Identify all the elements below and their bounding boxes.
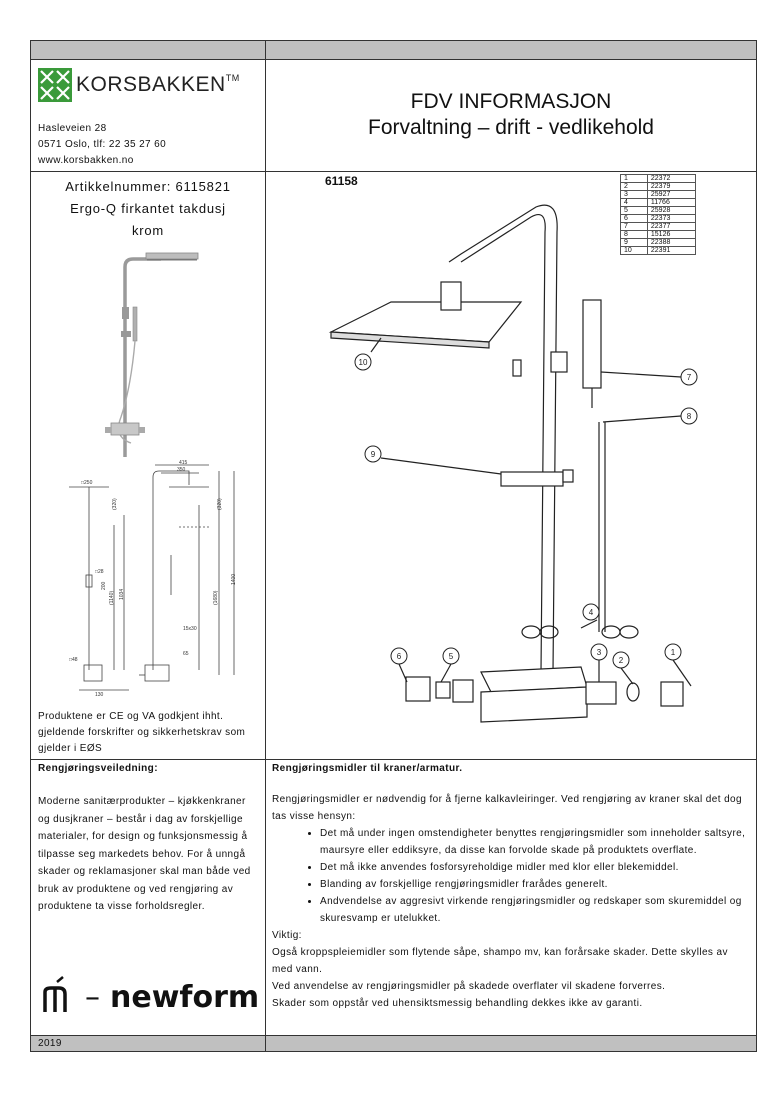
dim-250: □250 bbox=[81, 480, 93, 486]
page-title: FDV INFORMASJON bbox=[410, 90, 612, 113]
part-code: 22372 bbox=[647, 175, 695, 183]
part-number: 6 bbox=[621, 215, 648, 223]
exploded-diagram bbox=[321, 212, 741, 752]
part-code: 11766 bbox=[647, 199, 695, 207]
title-block bbox=[265, 59, 757, 172]
dim-1680: (1680) bbox=[213, 590, 219, 605]
parts-row bbox=[621, 199, 696, 207]
cleaning-agents-list bbox=[272, 825, 750, 927]
part-code: 15126 bbox=[647, 231, 695, 239]
company-block bbox=[30, 59, 266, 172]
top-bar-right bbox=[265, 40, 757, 60]
newform-name: newform bbox=[110, 979, 260, 1015]
cleaning-agents-block bbox=[265, 759, 757, 1036]
callout-7: 7 bbox=[686, 373, 692, 382]
cleaning-agent-bullet: • Andvendelse av aggresivt virkende rengjøringsmidler og redskaper som skuremiddel og skuresvamp er utelukket. bbox=[320, 893, 750, 927]
fdv-sheet bbox=[30, 40, 757, 1052]
part-number: 8 bbox=[621, 231, 648, 239]
company-address bbox=[38, 121, 166, 169]
dim-28: □28 bbox=[95, 569, 104, 575]
part-code: 22388 bbox=[647, 239, 695, 247]
important-text-3: Skader som oppstår ved uhensiktsmessig behandling dekkes ikke av garanti. bbox=[272, 998, 643, 1009]
callout-1: 1 bbox=[670, 648, 676, 657]
address-line: Hasleveien 28 bbox=[38, 123, 107, 134]
cleaning-guide-text: Moderne sanitærprodukter – kjøkkenkraner og dusjkraner – består i dag av forskjellige materialer, for design og funksjonsmessig å tilpasse seg markedets behov. For å unngå skader og reklamasjoner skal man både ved bruk av produktene og ved rengjøring av produktene ta visse forholdsregler. bbox=[38, 796, 251, 912]
part-number: 5 bbox=[621, 207, 648, 215]
part-code: 22379 bbox=[647, 183, 695, 191]
callout-6: 6 bbox=[396, 652, 402, 661]
parts-row bbox=[621, 183, 696, 191]
part-code: 25928 bbox=[647, 207, 695, 215]
shower-product-photo bbox=[91, 247, 201, 467]
dim-1140: (1140) bbox=[109, 590, 115, 605]
part-number: 2 bbox=[621, 183, 648, 191]
callout-10: 10 bbox=[358, 358, 368, 367]
important-label: Viktig: bbox=[272, 930, 302, 941]
korsbakken-logo-icon bbox=[38, 68, 72, 102]
dim-65: 65 bbox=[183, 651, 189, 657]
callout-5: 5 bbox=[448, 652, 454, 661]
important-text-2: Ved anvendelse av rengjøringsmidler på skadede overflater vil skadene forverres. bbox=[272, 981, 666, 992]
website-line: www.korsbakken.no bbox=[38, 155, 134, 166]
parts-row bbox=[621, 175, 696, 183]
top-bar-left bbox=[30, 40, 266, 60]
city-phone-line: 0571 Oslo, tlf: 22 35 27 60 bbox=[38, 139, 167, 150]
footer-year: 2019 bbox=[38, 1038, 62, 1049]
model-number: 61158 bbox=[325, 174, 358, 188]
cleaning-agent-bullet: • Blanding av forskjellige rengjøringsmidler frarådes generelt. bbox=[320, 876, 750, 893]
article-number: Artikkelnummer: 6115821 bbox=[65, 179, 231, 194]
newform-logo-icon bbox=[41, 978, 75, 1016]
part-code: 22377 bbox=[647, 223, 695, 231]
important-text-1: Også kroppspleiemidler som flytende såpe, shampo mv, kan forårsake skader. Dette skylles av med vann. bbox=[272, 947, 728, 975]
cleaning-agents-intro: Rengjøringsmidler er nødvendig for å fjerne kalkavleiringer. Ved rengjøring av kraner skal det dog tas visse hensyn: bbox=[272, 794, 742, 822]
part-number: 1 bbox=[621, 175, 648, 183]
dim-130: 130 bbox=[95, 692, 104, 698]
footer-left bbox=[30, 1035, 266, 1052]
newform-logo bbox=[41, 978, 259, 1016]
dim-320-right: (320) bbox=[217, 498, 223, 510]
footer-right bbox=[265, 1035, 757, 1052]
part-code: 22373 bbox=[647, 215, 695, 223]
part-code: 25927 bbox=[647, 191, 695, 199]
dim-320-left: (320) bbox=[112, 498, 118, 510]
part-number: 4 bbox=[621, 199, 648, 207]
callout-3: 3 bbox=[596, 648, 602, 657]
cleaning-guide-heading: Rengjøringsveiledning: bbox=[38, 763, 158, 774]
exploded-view-block bbox=[265, 171, 757, 760]
company-name: KORSBAKKEN™ bbox=[76, 73, 240, 96]
dim-415: 415 bbox=[179, 460, 188, 466]
callout-8: 8 bbox=[686, 412, 692, 421]
cleaning-agent-bullet: • Det må ikke anvendes fosforsyreholdige midler med klor eller blekemiddel. bbox=[320, 859, 750, 876]
dim-15x30: 15x30 bbox=[183, 626, 197, 632]
dim-200: 200 bbox=[101, 581, 107, 590]
ce-approval-text: Produktene er CE og VA godkjent ihht. gjeldende forskrifter og sikkerhetskrav som gjelder i EØS bbox=[38, 711, 246, 754]
dim-1034: 1034 bbox=[119, 588, 125, 600]
part-number: 9 bbox=[621, 239, 648, 247]
dim-48: □48 bbox=[69, 657, 78, 663]
callout-4: 4 bbox=[588, 608, 594, 617]
part-code: 22391 bbox=[647, 247, 695, 255]
newform-dash: – bbox=[85, 979, 100, 1015]
cleaning-guide-block bbox=[30, 759, 266, 1036]
callout-2: 2 bbox=[618, 656, 624, 665]
dim-350: 350 bbox=[177, 467, 186, 473]
product-name: Ergo-Q firkantet takdusj bbox=[70, 201, 226, 216]
part-number: 3 bbox=[621, 191, 648, 199]
parts-row bbox=[621, 191, 696, 199]
part-number: 10 bbox=[621, 247, 648, 255]
part-number: 7 bbox=[621, 223, 648, 231]
cleaning-agents-heading: Rengjøringsmidler til kraner/armatur. bbox=[272, 763, 463, 774]
product-finish: krom bbox=[131, 223, 165, 238]
cleaning-agents-body bbox=[272, 791, 750, 1012]
callout-9: 9 bbox=[370, 450, 376, 459]
cleaning-agent-bullet: • Det må under ingen omstendigheter benyttes rengjøringsmidler som inneholder saltsyre, maursyre eller eddiksyre, da disse kan forvolde skade på produktets overflate. bbox=[320, 825, 750, 859]
korsbakken-logo bbox=[38, 68, 240, 102]
page-subtitle: Forvaltning – drift - vedlikehold bbox=[368, 116, 654, 139]
dimension-drawing bbox=[59, 460, 259, 700]
product-info-block bbox=[30, 171, 266, 760]
dim-1400: 1400 bbox=[231, 573, 237, 585]
